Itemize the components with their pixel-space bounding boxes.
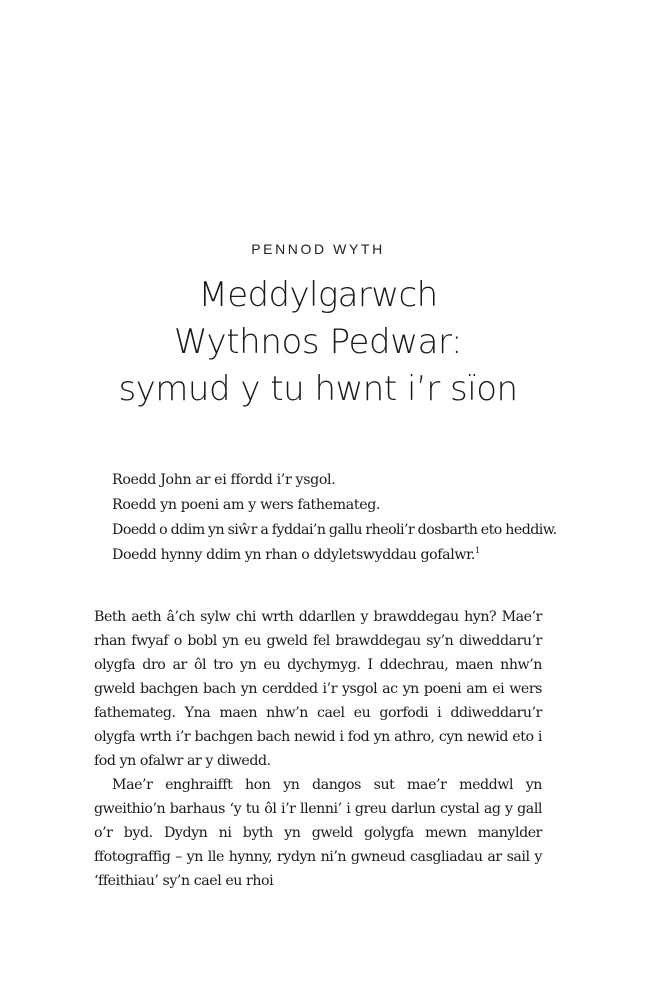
chapter-label: PENNOD WYTH <box>251 241 385 257</box>
chapter-title-line-1: Meddylgarwch <box>198 275 438 315</box>
epigraph <box>112 468 557 568</box>
epigraph-line-2: Roedd yn poeni am y wers fathemateg. <box>112 497 381 513</box>
epigraph-line-3: Doedd o ddim yn siŵr a fyddai’n gallu rheoli’r dosbarth eto heddiw. <box>112 522 557 538</box>
chapter-title-line-3: symud y tu hwnt i’r sïon <box>118 369 518 409</box>
footnote-marker[interactable]: 1 <box>475 546 480 555</box>
body-paragraph-2: Mae’r enghraifft hon yn dangos sut mae’r meddwl yn gweithio’n barhaus ‘y tu ôl i’r llenni’ i greu darlun cystal ag y gall o’r byd. Dydyn ni byth yn gweld golygfa mewn manylder ffotograffig – yn lle hynny, rydyn ni’n gwneud casgliadau ar sail y ‘ffeithiau’ sy’n cael eu rhoi <box>94 777 542 889</box>
epigraph-line-4 <box>112 543 552 568</box>
chapter-title-line-2: Wythnos Pedwar: <box>173 322 463 362</box>
body-paragraph-1: Beth aeth â’ch sylw chi wrth ddarllen y brawddegau hyn? Mae’r rhan fwyaf o bobl yn eu gweld fel brawddegau sy’n diweddaru’r olygfa dro ar ôl tro yn eu dychymyg. I ddechrau, maen nhw’n gweld bachgen bach yn cerdded i’r ysgol ac yn poeni am ei wers fathemateg. Yna maen nhw’n cael eu gorfodi i ddiweddaru’r olygfa wrth i’r bachgen bach newid i fod yn athro, cyn newid eto i fod yn ofalwr ar y diwedd. <box>94 609 542 769</box>
chapter-title <box>0 272 636 413</box>
epigraph-line-1: Roedd John ar ei ffordd i’r ysgol. <box>112 472 336 488</box>
body-text <box>94 605 542 893</box>
epigraph-line-4-text: Doedd hynny ddim yn rhan o ddyletswyddau gofalwr. <box>112 547 476 563</box>
